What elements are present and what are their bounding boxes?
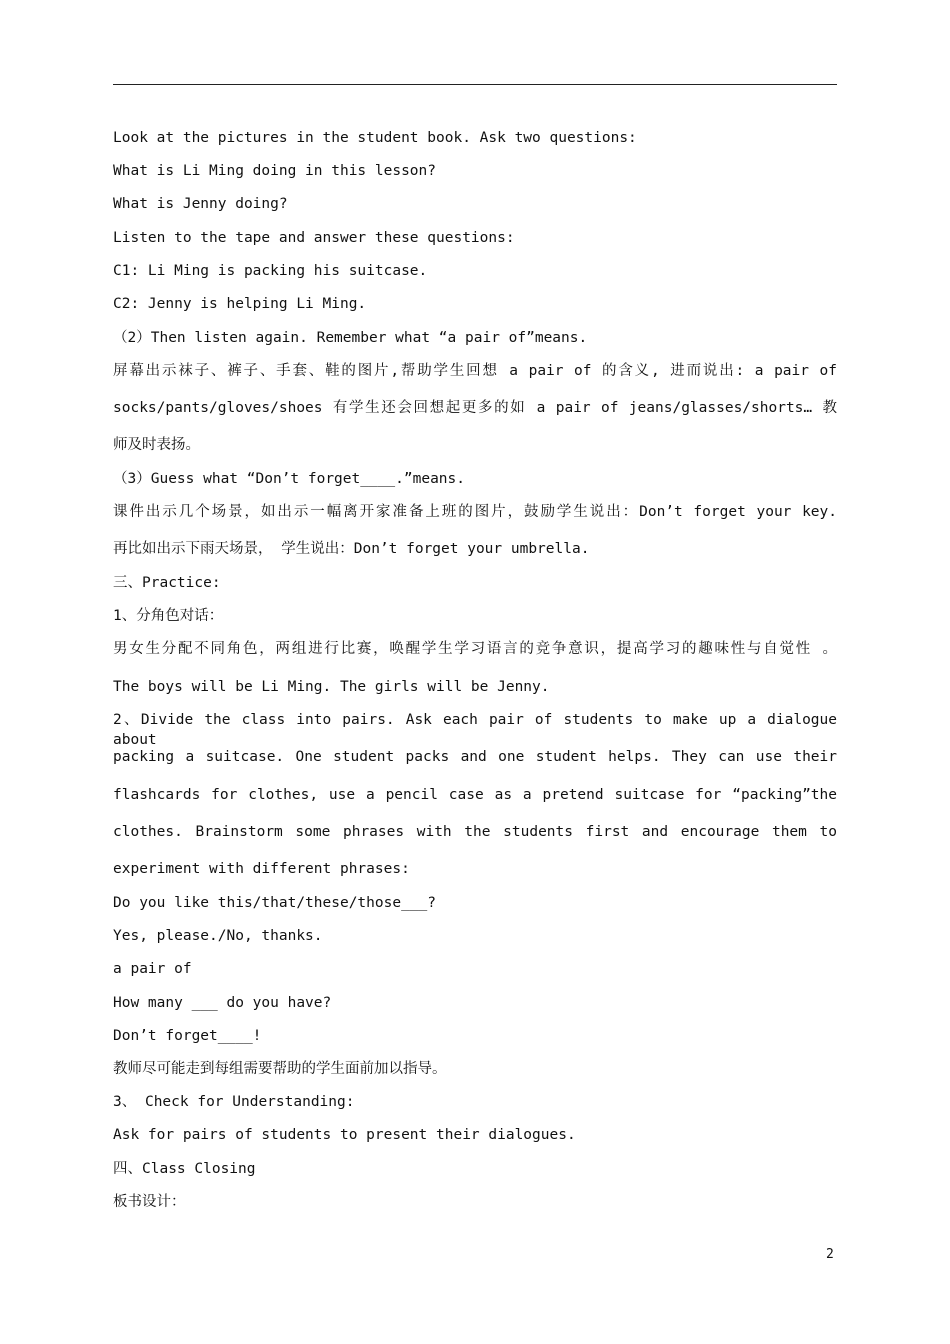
text-line: C2: Jenny is helping Li Ming. bbox=[113, 296, 367, 312]
page-number: 2 bbox=[826, 1247, 834, 1262]
text-line: packing a suitcase. One student packs and one student helps. They can use their bbox=[113, 749, 837, 765]
text-line: 1、分角色对话： bbox=[113, 608, 224, 624]
text-line: 2、Divide the class into pairs. Ask each pair of students to make up a dialogue about bbox=[113, 712, 837, 748]
text-line: 3、 Check for Understanding: bbox=[113, 1094, 355, 1110]
text-line: 课件出示几个场景，如出示一幅离开家准备上班的图片，鼓励学生说出：Don’t forget your key. bbox=[113, 504, 837, 520]
text-line: 教师尽可能走到每组需要帮助的学生面前加以指导。 bbox=[113, 1061, 447, 1077]
text-line: a pair of bbox=[113, 961, 192, 977]
section-heading: 三、Practice: bbox=[113, 575, 221, 591]
text-line: How many ___ do you have? bbox=[113, 995, 332, 1011]
text-line: 屏幕出示袜子、裤子、手套、鞋的图片,帮助学生回想 a pair of 的含义, 进而说出: a pair of bbox=[113, 363, 837, 379]
text-line: （2）Then listen again. Remember what “a pair of”means. bbox=[113, 330, 588, 346]
text-line: What is Jenny doing? bbox=[113, 196, 288, 212]
text-line: Do you like this/that/these/those___? bbox=[113, 895, 437, 911]
text-line: Listen to the tape and answer these questions: bbox=[113, 230, 515, 246]
section-heading: 四、Class Closing bbox=[113, 1161, 256, 1177]
text-line: Don’t forget____! bbox=[113, 1028, 262, 1044]
text-line: experiment with different phrases: bbox=[113, 861, 410, 877]
text-line: Yes, please./No, thanks. bbox=[113, 928, 323, 944]
text-line: clothes. Brainstorm some phrases with the students first and encourage them to bbox=[113, 824, 837, 840]
text-line: 再比如出示下雨天场景， 学生说出：Don’t forget your umbrella. bbox=[113, 541, 590, 557]
text-line: Look at the pictures in the student book. Ask two questions: bbox=[113, 130, 637, 146]
text-line: 男女生分配不同角色，两组进行比赛，唤醒学生学习语言的竞争意识，提高学习的趣味性与自觉性 。 bbox=[113, 641, 837, 657]
text-line: Ask for pairs of students to present their dialogues. bbox=[113, 1127, 576, 1143]
text-line: 板书设计： bbox=[113, 1194, 186, 1210]
text-line: C1: Li Ming is packing his suitcase. bbox=[113, 263, 428, 279]
text-line: The boys will be Li Ming. The girls will be Jenny. bbox=[113, 679, 550, 695]
text-line: flashcards for clothes, use a pencil case as a pretend suitcase for “packing”the bbox=[113, 787, 837, 803]
text-line: 师及时表扬。 bbox=[113, 437, 200, 453]
text-line: socks/pants/gloves/shoes 有学生还会回想起更多的如 a pair of jeans/glasses/shorts… 教 bbox=[113, 400, 837, 416]
header-rule bbox=[113, 84, 837, 85]
text-line: （3）Guess what “Don’t forget____.”means. bbox=[113, 471, 466, 487]
text-line: What is Li Ming doing in this lesson? bbox=[113, 163, 437, 179]
